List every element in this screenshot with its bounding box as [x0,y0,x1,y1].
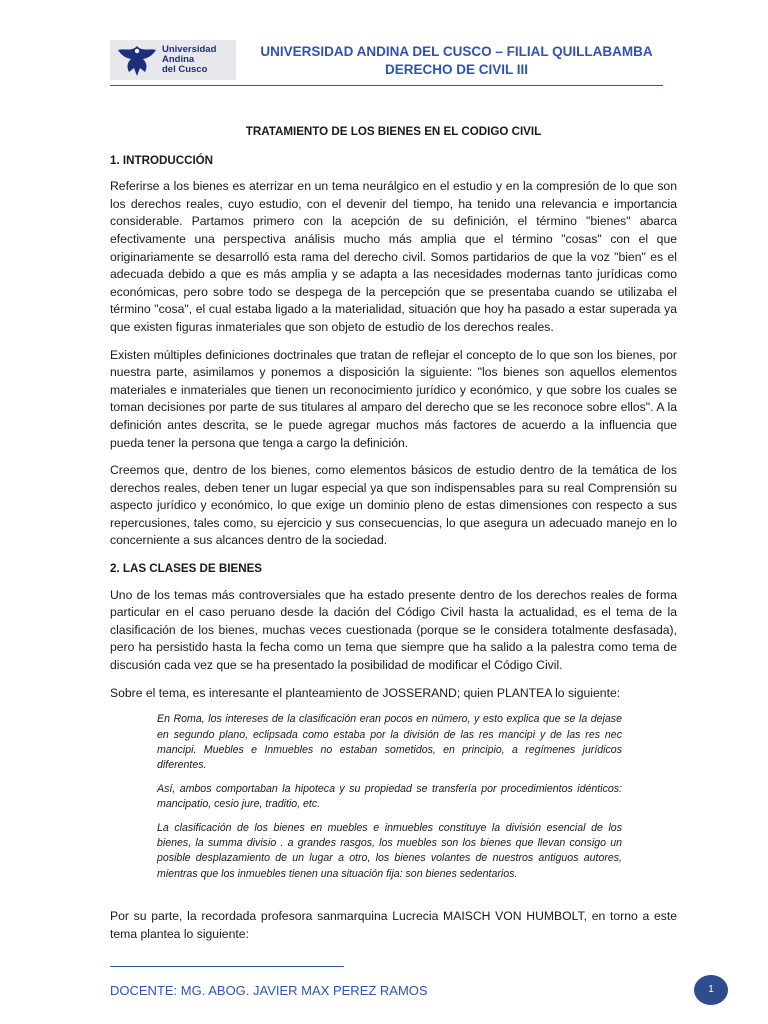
paragraph: Por su parte, la recordada profesora sanmarquina Lucrecia MAISCH VON HUMBOLT, en torno a este tema plantea lo siguiente: [110,909,677,941]
header-title [250,43,663,79]
spacer [110,892,677,908]
header-title-line1: UNIVERSIDAD ANDINA DEL CUSCO – FILIAL QUILLABAMBA [260,44,653,59]
quote-paragraph: Así, ambos comportaban la hipoteca y su propiedad se transfería por procedimientos idénticos: mancipatio, cesio jure, traditio, etc. [157,782,622,811]
logo-wordmark [162,45,216,75]
header-divider [110,85,663,86]
document-title: TRATAMIENTO DE LOS BIENES EN EL CODIGO CIVIL [245,125,542,138]
section-heading: 2. LAS CLASES DE BIENES [110,562,263,576]
paragraph: Uno de los temas más controversiales que ha estado presente dentro de los derechos reales de forma particular en el caso peruano desde la dación del Código Civil hasta la actualidad, es el tema de la clasificación de los bienes, muchas veces cuestionada (porque se le considera totalmente desfasada), pero ha persistido hasta la fecha como un tema que siempre que ha salido a la palestra como tema de discusión cada vez que se ha presentado la posibilidad de modificar el Código Civil. [110,587,677,673]
logo-line: Andina [162,54,195,65]
logo-line: Universidad [162,44,217,55]
document-body [110,123,677,953]
page-header [110,38,663,88]
logo-line: del Cusco [162,64,208,75]
footer-docente: DOCENTE: MG. ABOG. JAVIER MAX PEREZ RAMOS [110,983,428,998]
quote-paragraph: En Roma, los intereses de la clasificación eran pocos en número, y esto explica que se la dejase en segundo plano, eclipsada como estaba por la división de las res mancipi y de las res nec mancipi. Muebles e Inmuebles no estaban sometidos, en principio, a regímenes jurídicos diferentes. [157,713,622,772]
university-logo [110,40,236,80]
footer-divider [110,966,344,967]
condor-emblem-icon [116,42,158,78]
paragraph: Sobre el tema, es interesante el planteamiento de JOSSERAND; quien PLANTEA lo siguiente: [110,685,621,700]
page-number-badge: 1 [694,975,728,1005]
header-title-line2: DERECHO DE CIVIL III [384,62,529,77]
paragraph: Existen múltiples definiciones doctrinales que tratan de reflejar el concepto de lo que son los bienes, por nuestra parte, asimilamos y ponemos a disposición la siguiente: "los bienes son aquellos elementos materiales e inmateriales que tienen un reconocimiento jurídico y económico, y que sobre los cuales se toman decisiones por parte de sus titulares al amparo del derecho que se les reconoce sobre ellos". A la definición antes descrita, se le puede agregar muchos más factores de acuerdo a la influencia que pueda tener la persona que tenga a cargo la definición. [110,347,677,450]
section-heading: 1. INTRODUCCIÓN [110,153,214,167]
paragraph: Referirse a los bienes es aterrizar en un tema neurálgico en el estudio y en la compresión de lo que son los derechos reales, cuyo estudio, con el devenir del tiempo, ha tenido una relevancia e importancia considerable. Partamos primero con la acepción de su definición, el término "bienes" abarca efectivamente una perspectiva análisis mucho más amplia que el término "cosas" con el que originariamente se desarrolló esta rama del derecho civil. Somos partidarios de que la voz "bien" es el adecuada debido a que es más amplia y se adapta a las necesidades modernas tanto jurídicas como económicas, pero sobre todo se despega de la percepción que se presentaba cuando se utilizaba el término "cosa", el cual estaba ligado a la materialidad, situación que hoy ha pasado a estar superada ya que existen figuras inmateriales que son objeto de estudio de los derechos reales. [110,179,677,334]
block-quote [157,712,622,882]
quote-paragraph: La clasificación de los bienes en muebles e inmuebles constituye la división esencial de los bienes, la summa divisio . a grandes rasgos, los muebles son los bienes que llevan consigo un posible desplazamiento de un lugar a otro, los bienes volantes de nuestros antiguos autores, mientras que los inmuebles tienen una situación fija: son bienes sedentarios. [157,821,622,880]
paragraph: Creemos que, dentro de los bienes, como elementos básicos de estudio dentro de la temática de los derechos reales, deben tener un lugar especial ya que son indispensables para su real Comprensión su aspecto jurídico y económico, lo que exige un dominio pleno de estas dimensiones con respecto a sus repercusiones, tales como, su ejercicio y sus consecuencias, lo que asegura un adecuado manejo en lo concerniente a sus alcances dentro de la sociedad. [110,463,677,548]
